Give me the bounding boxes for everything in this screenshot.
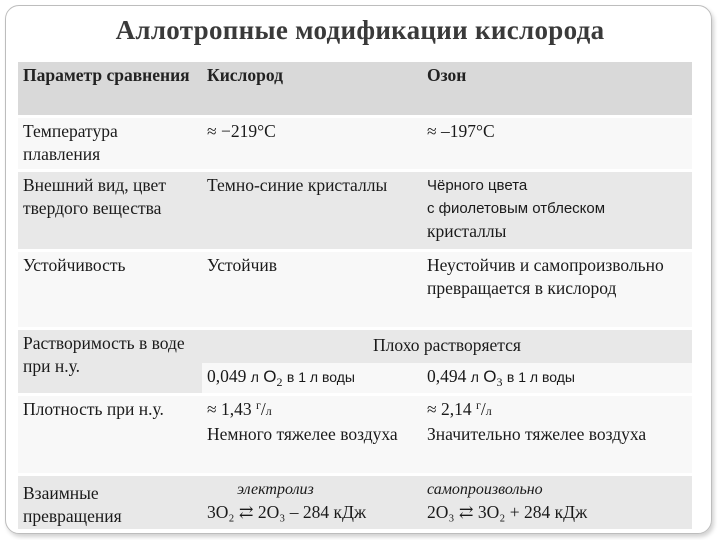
melting-ozone: ≈ –197°С xyxy=(422,116,692,170)
solubility-ozone: 0,494 л $O_3$ в 1 л воды xyxy=(427,366,575,389)
interconversion-label: Взаимные превращения xyxy=(18,474,202,530)
row-density xyxy=(18,394,692,474)
row-stability xyxy=(18,250,692,328)
appearance-label: Внешний вид, цвет твердого вещества xyxy=(18,170,202,250)
row-interconversion xyxy=(18,474,692,530)
melting-oxygen: ≈ −219°С xyxy=(202,116,422,170)
appearance-ozone-line1: Чёрного цвета xyxy=(427,176,528,194)
table-header-row xyxy=(18,62,692,116)
header-oxygen: Кислород xyxy=(202,62,422,116)
density-ozone: ≈ 2,14 $^г$/л Значительно тяжелее воздуха xyxy=(422,394,692,474)
stability-ozone: Неустойчив и самопроизвольно превращается в кислород xyxy=(422,250,692,328)
stability-oxygen: Устойчив xyxy=(202,250,422,328)
appearance-oxygen: Темно-синие кристаллы xyxy=(202,170,422,250)
header-param: Параметр сравнения xyxy=(18,62,202,116)
row-solubility xyxy=(18,328,692,394)
interconversion-ozone: самопроизвольно 2O₃ ⇄ 3O₂ + 284 кДж xyxy=(422,474,692,530)
slide-title: Аллотропные модификации кислорода xyxy=(115,15,605,45)
row-appearance xyxy=(18,170,692,250)
appearance-ozone-line2: с фиолетовым отблеском xyxy=(427,199,606,217)
solubility-oxygen: 0,049 л $O_2$ в 1 л воды xyxy=(207,366,355,389)
density-oxygen: ≈ 1,43 $^г$/л Немного тяжелее воздуха xyxy=(202,394,422,474)
interconversion-oxygen: электролиз 3O₂ ⇄ 2O₃ – 284 кДж xyxy=(202,474,422,530)
row-melting xyxy=(18,116,692,170)
density-label: Плотность при н.у. xyxy=(18,394,202,474)
solubility-label: Растворимость в воде при н.у. xyxy=(18,328,202,394)
solubility-values xyxy=(202,328,692,394)
comparison-table xyxy=(18,62,692,532)
appearance-ozone-line3: кристаллы xyxy=(427,220,507,241)
stability-label: Устойчивость xyxy=(18,250,202,328)
appearance-ozone xyxy=(422,170,692,250)
melting-label: Температура плавления xyxy=(18,116,202,170)
solubility-summary: Плохо растворяется xyxy=(202,330,692,363)
header-ozone: Озон xyxy=(422,62,692,116)
